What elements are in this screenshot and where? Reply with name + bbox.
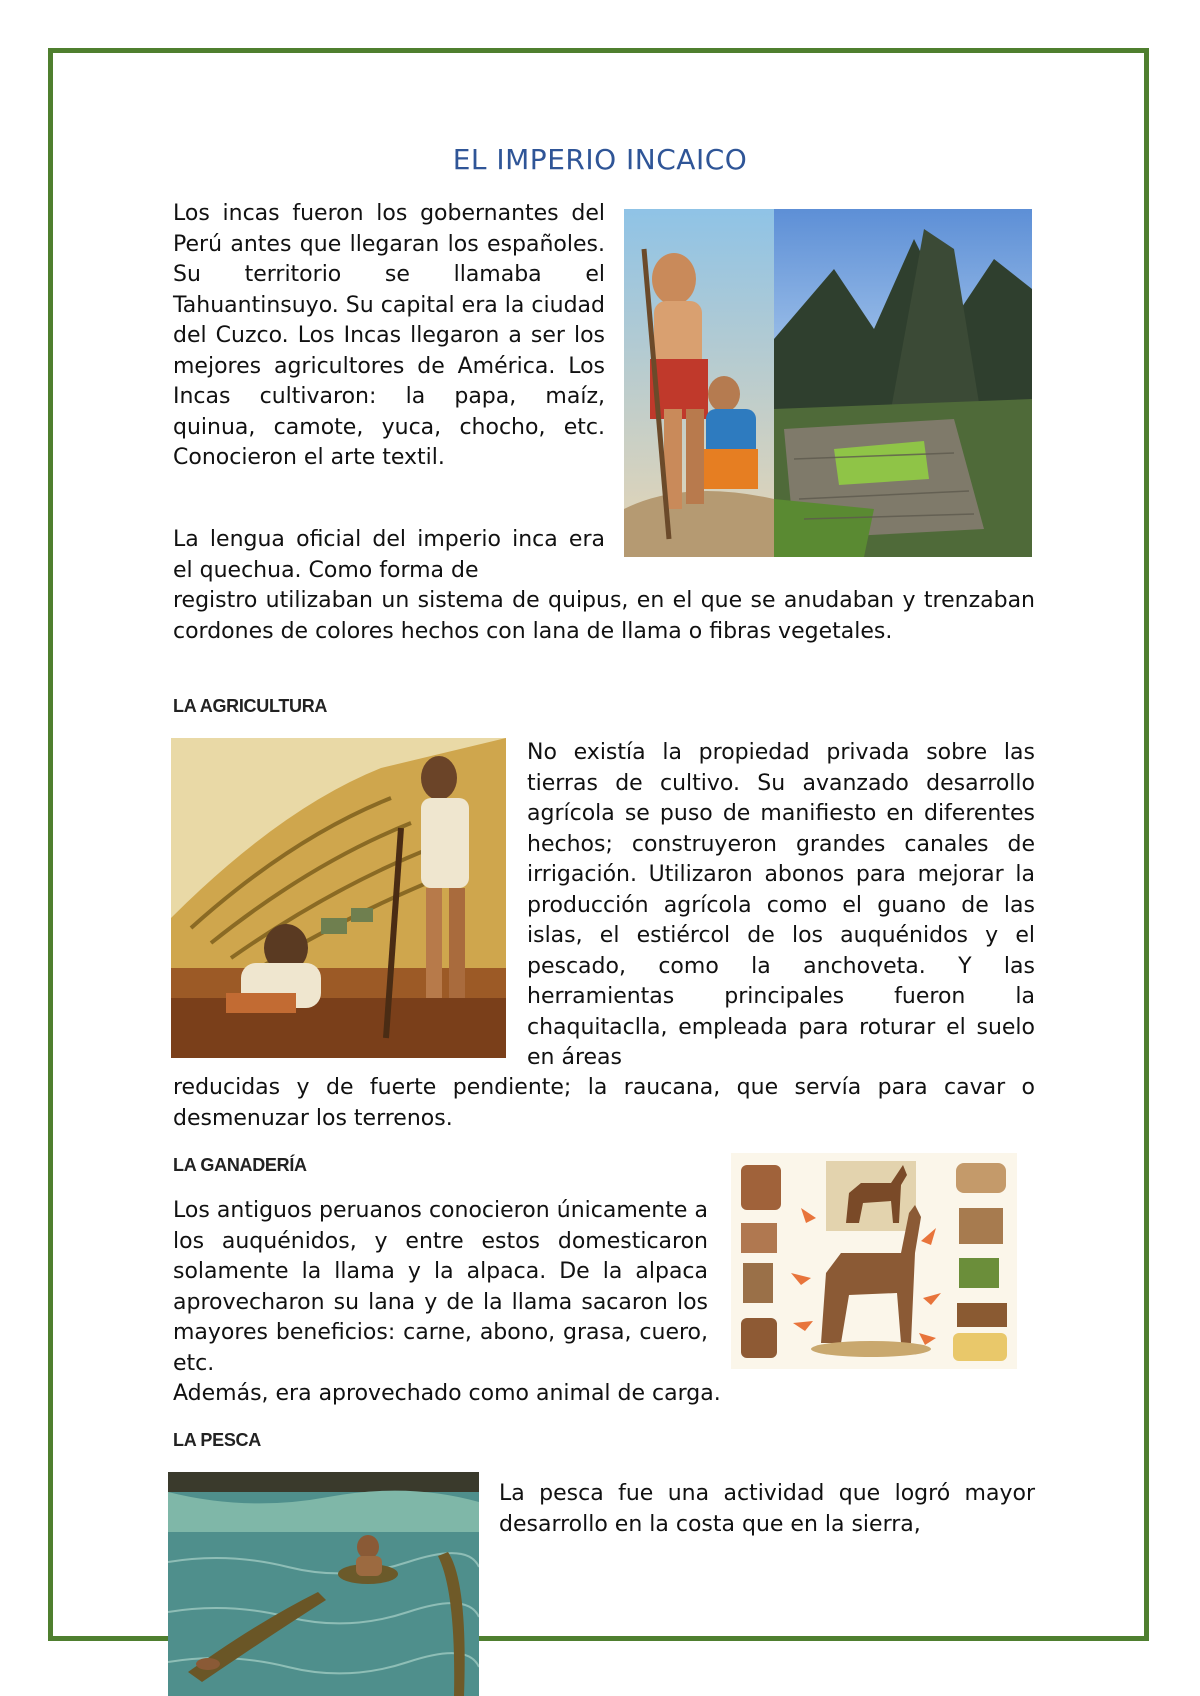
section-heading-ganaderia: LA GANADERÍA bbox=[173, 1155, 307, 1175]
intro-paragraph-2-bottom: registro utilizaban un sistema de quipus, en el que se anudaban y trenzaban cordones de colores hechos con lana de llama o fibras vegetales. bbox=[173, 588, 1035, 644]
fishing-reed-boats-image bbox=[168, 1472, 479, 1696]
pesca-paragraph: La pesca fue una actividad que logró mayor desarrollo en la costa que en la sierra, bbox=[499, 1481, 1035, 1537]
intro-paragraph-2-top: La lengua oficial del imperio inca era el quechua. Como forma de bbox=[173, 527, 605, 583]
intro-paragraph-1: Los incas fueron los gobernantes del Perú antes que llegaran los españoles. Su territorio se llamaba el Tahuantinsuyo. Su capital era la ciudad del Cuzco. Los Incas llegaron a ser los mejores agricultores de América. Los Incas cultivaron: la papa, maíz, quinua, camote, yuca, chocho, etc. Conocieron el arte textil. bbox=[173, 201, 605, 470]
ganaderia-paragraph-side: Los antiguos peruanos conocieron únicamente a los auquénidos, y entre estos domesticaron solamente la llama y la alpaca. De la alpaca aprovecharon su lana y de la llama sacaron los mayores beneficios: carne, abono, grasa, cuero, etc. bbox=[173, 1198, 708, 1376]
section-heading-agricultura: LA AGRICULTURA bbox=[173, 696, 328, 716]
llama-products-diagram bbox=[731, 1153, 1017, 1369]
inca-machu-picchu-image bbox=[624, 209, 1032, 557]
agriculture-illustration bbox=[171, 738, 506, 1058]
agricultura-paragraph-full: reducidas y de fuerte pendiente; la raucana, que servía para cavar o desmenuzar los terrenos. bbox=[173, 1075, 1035, 1131]
ganaderia-paragraph-last: Además, era aprovechado como animal de carga. bbox=[173, 1381, 721, 1406]
agricultura-paragraph-side: No existía la propiedad privada sobre las tierras de cultivo. Su avanzado desarrollo agrícola se puso de manifiesto en diferentes hechos; construyeron grandes canales de irrigación. Utilizaron abonos para mejorar la producción agrícola como el guano de las islas, el estiércol de los auquénidos y el pescado, como la anchoveta. Y las herramientas principales fueron la chaquitaclla, empleada para roturar el suelo en áreas bbox=[527, 740, 1035, 1070]
page-title: EL IMPERIO INCAICO bbox=[452, 143, 748, 176]
section-heading-pesca: LA PESCA bbox=[173, 1430, 261, 1450]
